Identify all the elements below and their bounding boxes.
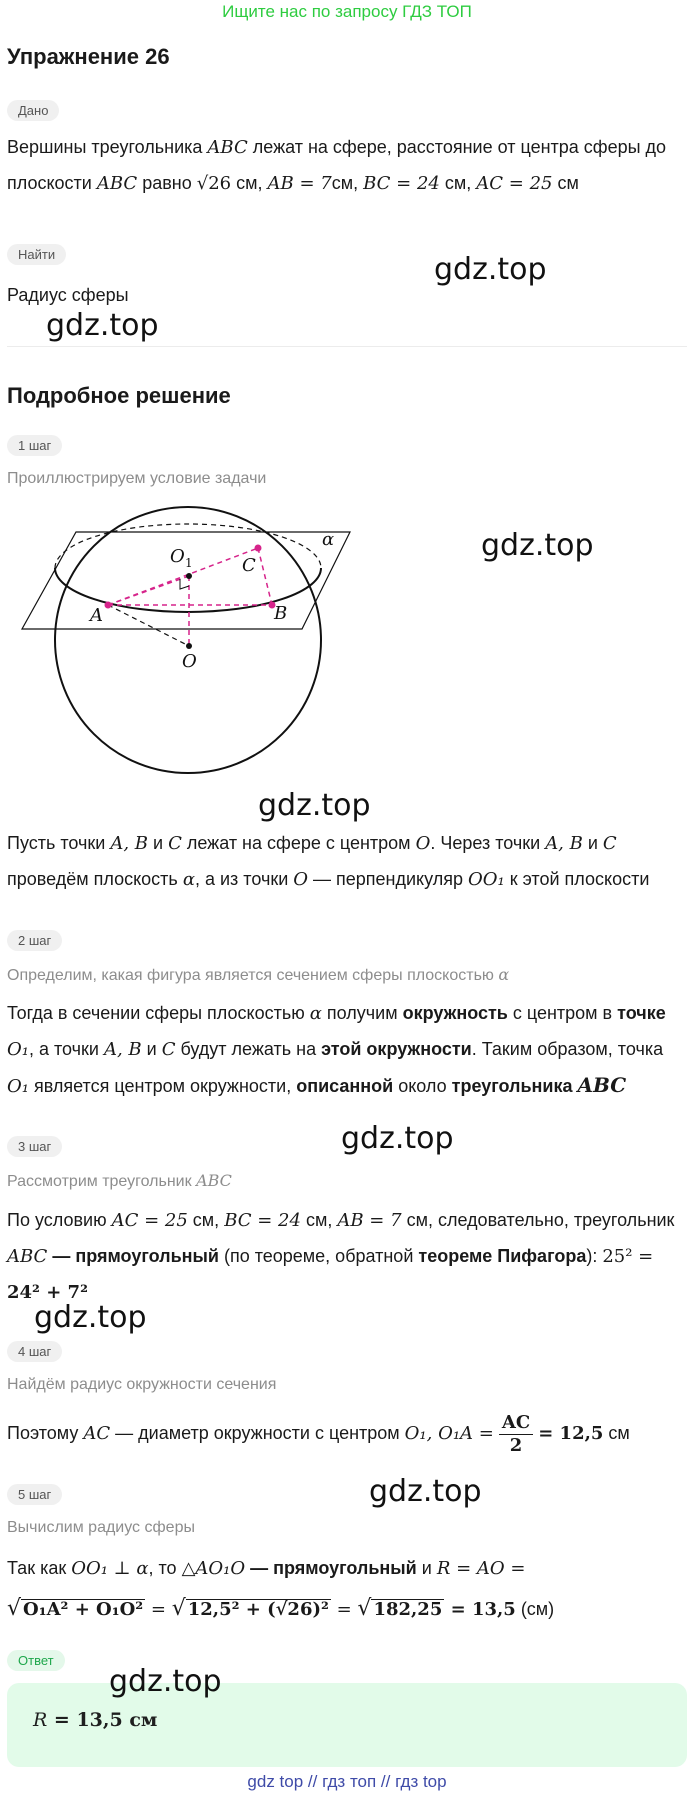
step-2-text-line3: O₁ является центром окружности, описанной около треугольника ABC: [7, 1073, 627, 1097]
footer-links[interactable]: gdz top // гдз топ // гдз top: [247, 1772, 447, 1791]
label-o: O: [182, 651, 197, 672]
watermark: gdz.top: [341, 1121, 454, 1156]
step-5-subtitle: Вычислим радиус сферы: [7, 1519, 195, 1536]
step-2-badge: [7, 930, 62, 951]
step-4-subtitle: Найдём радиус окружности сечения: [7, 1376, 277, 1393]
right-angle-mark: [180, 579, 189, 589]
step-1-text-line2: проведём плоскость α, а из точки O — перпендикуляр OO₁ к этой плоскости: [7, 869, 650, 890]
step-1-badge: [7, 435, 62, 456]
section-divider: [7, 346, 687, 347]
find-text: Радиус сферы: [7, 285, 129, 305]
watermark: gdz.top: [369, 1474, 482, 1509]
watermark: gdz.top: [46, 308, 159, 343]
find-label: Найти: [7, 244, 66, 265]
step-5-badge: [7, 1484, 62, 1505]
find-badge: [7, 244, 66, 265]
point-o1: [186, 573, 192, 579]
answer-badge: [7, 1650, 65, 1671]
watermark: gdz.top: [481, 528, 594, 563]
answer-label: Ответ: [7, 1650, 65, 1671]
step-5-text-line1: Так как OO₁ ⊥ α, то △AO₁O — прямоугольный и R = AO =: [7, 1558, 526, 1579]
watermark: gdz.top: [109, 1664, 222, 1699]
step-3-text-line3: 24² + 7²: [7, 1282, 88, 1303]
step-3-text-line1: По условию AC = 25 см, BC = 24 см, AB = 7 см, следовательно, треугольник: [7, 1210, 675, 1231]
sphere-outline: [55, 507, 321, 773]
step-4-text-line1: Поэтому AC — диаметр окружности с центром O₁, O₁A = $\frac{AC}{2}$ = 12,5 см: [7, 1411, 630, 1456]
step-1-subtitle: Проиллюстрируем условие задачи: [7, 470, 267, 487]
sphere-figure: [0, 495, 360, 785]
answer-value: R = 13,5 см: [33, 1709, 158, 1731]
given-badge: [7, 100, 59, 121]
step-2-subtitle: Определим, какая фигура является сечением сферы плоскостью α: [7, 965, 510, 984]
step-5-label: 5 шаг: [7, 1484, 62, 1505]
label-o1: O: [170, 546, 185, 567]
segment-cb: [258, 548, 272, 605]
solution-title: Подробное решение: [7, 383, 231, 408]
watermark: gdz.top: [34, 1300, 147, 1335]
given-text-line2: плоскости ABC равно √26 см, AB = 7см, BC = 24 см, AC = 25 см: [7, 173, 579, 194]
step-5-text-line2: √ O₁A² + O₁O² = √ 12,5² + (√26)² = √ 182,25 = 13,5 (см): [7, 1596, 555, 1621]
top-banner[interactable]: Ищите нас по запросу ГДЗ ТОП: [222, 2, 472, 21]
label-b: B: [274, 603, 288, 624]
label-o1-sub: 1: [185, 556, 193, 570]
given-text-line1: Вершины треугольника ABC лежат на сфере, расстояние от центра сферы до: [7, 137, 667, 158]
point-a: [105, 602, 112, 609]
label-c: C: [242, 555, 256, 576]
step-2-text-line2: O₁, а точки A, B и C будут лежать на этой окружности. Таким образом, точка: [7, 1039, 664, 1060]
segment-ao1: [108, 576, 189, 605]
given-label: Дано: [7, 100, 59, 121]
point-c: [255, 545, 262, 552]
point-o: [186, 643, 192, 649]
step-4-label: 4 шаг: [7, 1341, 62, 1362]
step-3-subtitle: Рассмотрим треугольник ABC: [7, 1171, 232, 1190]
watermark: gdz.top: [258, 788, 371, 823]
step-2-label: 2 шаг: [7, 930, 62, 951]
step-1-label: 1 шаг: [7, 435, 62, 456]
step-4-badge: [7, 1341, 62, 1362]
fraction-ac-over-2: $\frac{AC}{2}$: [499, 1412, 533, 1457]
step-2-text-line1: Тогда в сечении сферы плоскостью α получим окружность с центром в точке: [7, 1003, 666, 1024]
step-3-badge: [7, 1136, 62, 1157]
label-a: A: [90, 605, 103, 626]
step-3-label: 3 шаг: [7, 1136, 62, 1157]
step-3-text-line2: ABC — прямоугольный (по теореме, обратной теореме Пифагора): 25² =: [7, 1246, 654, 1267]
watermark: gdz.top: [434, 252, 547, 287]
step-1-text-line1: Пусть точки A, B и C лежат на сфере с центром O. Через точки A, B и C: [7, 833, 617, 854]
label-alpha: α: [322, 529, 335, 550]
page-title: Упражнение 26: [7, 44, 170, 69]
